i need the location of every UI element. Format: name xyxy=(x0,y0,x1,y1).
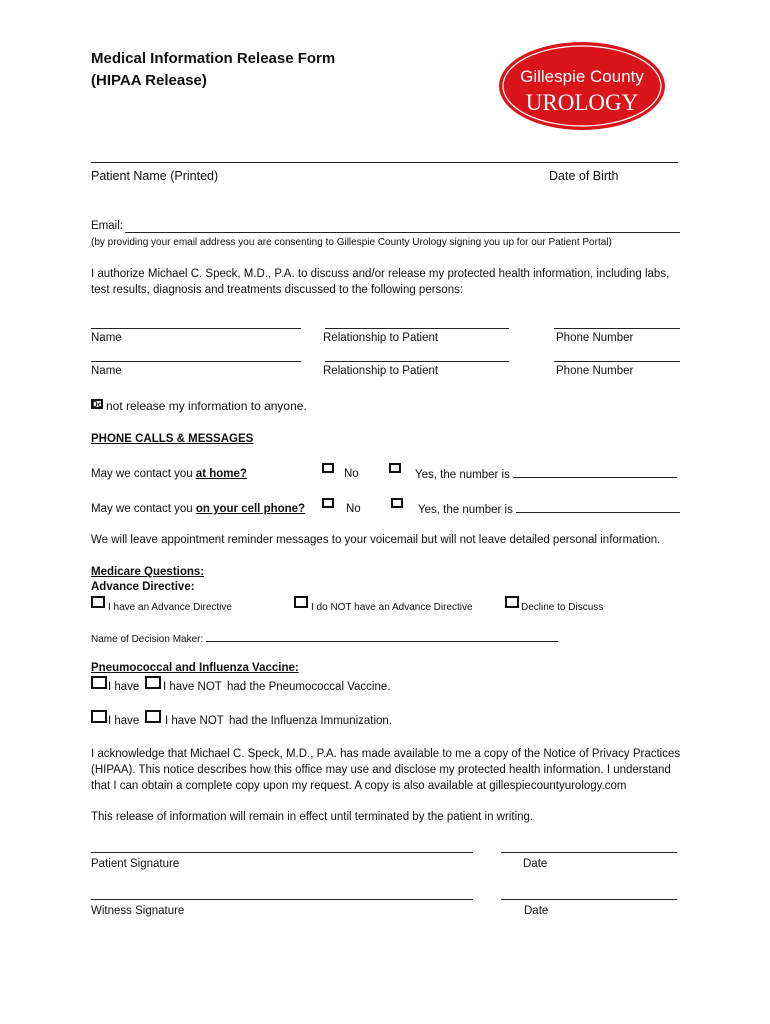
logo-line1: Gillespie County xyxy=(520,67,644,86)
email-line[interactable] xyxy=(125,232,680,233)
form-subtitle: (HIPAA Release) xyxy=(91,72,207,89)
pneumo-not-checkbox[interactable] xyxy=(145,676,161,689)
person2-phone-line[interactable] xyxy=(554,361,680,362)
home-yes-label: Yes, the number is xyxy=(415,468,677,481)
do-not-release-text: not release my information to anyone. xyxy=(106,399,307,413)
witness-date-line[interactable] xyxy=(501,899,677,900)
cell-yes-checkbox[interactable] xyxy=(391,498,403,508)
person1-phone-line[interactable] xyxy=(554,328,680,329)
advance-not-checkbox[interactable] xyxy=(294,596,308,608)
witness-signature-label: Witness Signature xyxy=(91,905,185,917)
email-note: (by providing your email address you are consenting to Gillespie County Urology signing you up for our Patient Portal) xyxy=(91,237,612,248)
dob-label: Date of Birth xyxy=(549,169,619,183)
person2-name-line[interactable] xyxy=(91,361,301,362)
vaccine-heading: Pneumococcal and Influenza Vaccine: xyxy=(91,662,299,674)
advance-have-label: I have an Advance Directive xyxy=(108,602,232,613)
decision-maker-label: Name of Decision Maker: xyxy=(91,632,558,645)
patient-date-label: Date xyxy=(523,858,548,870)
cell-no-label: No xyxy=(346,503,361,515)
pneumo-text: had the Pneumococcal Vaccine. xyxy=(227,681,391,693)
patient-signature-line[interactable] xyxy=(91,852,473,853)
advance-have-checkbox[interactable] xyxy=(91,596,105,608)
cell-question: May we contact you on your cell phone? xyxy=(91,503,306,515)
cell-yes-label: Yes, the number is xyxy=(418,503,680,516)
flu-have-checkbox[interactable] xyxy=(91,710,107,723)
logo-line2: UROLOGY xyxy=(525,90,639,115)
effect-note: This release of information will remain in effect until terminated by the patient in writing. xyxy=(91,811,534,823)
cell-no-checkbox[interactable] xyxy=(322,498,334,508)
person1-relationship-line[interactable] xyxy=(325,328,509,329)
advance-decline-checkbox[interactable] xyxy=(505,596,519,608)
advance-directive-heading: Advance Directive: xyxy=(91,581,195,593)
medicare-heading: Medicare Questions: xyxy=(91,566,205,578)
acknowledge-line1: I acknowledge that Michael C. Speck, M.D., P.A. has made available to me a copy of the Notice of Privacy Practices xyxy=(91,748,681,760)
flu-not-label: I have NOT xyxy=(165,715,224,727)
person1-name-label: Name xyxy=(91,332,122,344)
patient-name-label: Patient Name (Printed) xyxy=(91,169,219,183)
home-no-checkbox[interactable] xyxy=(322,463,334,473)
form-title: Medical Information Release Form xyxy=(91,50,336,67)
advance-decline-label: Decline to Discuss xyxy=(521,602,604,613)
flu-not-checkbox[interactable] xyxy=(145,710,161,723)
person2-name-label: Name xyxy=(91,365,122,377)
pneumo-not-label: I have NOT xyxy=(163,681,222,693)
phone-heading: PHONE CALLS & MESSAGES xyxy=(91,433,254,445)
person2-phone-label: Phone Number xyxy=(556,365,634,377)
authorize-line1: I authorize Michael C. Speck, M.D., P.A. to discuss and/or release my protected health information, including labs, xyxy=(91,268,670,280)
acknowledge-line3: that I can obtain a complete copy upon my request. A copy is also available at gillespiecountyurology.com xyxy=(91,780,627,792)
flu-have-label: I have xyxy=(108,715,140,727)
person1-relationship-label: Relationship to Patient xyxy=(323,332,439,344)
patient-date-line[interactable] xyxy=(501,852,677,853)
email-label: Email: xyxy=(91,220,123,232)
advance-not-label: I do NOT have an Advance Directive xyxy=(311,602,473,613)
patient-name-line[interactable] xyxy=(91,162,678,163)
authorize-line2: test results, diagnosis and treatments discussed to the following persons: xyxy=(91,284,464,296)
decision-maker-line[interactable] xyxy=(206,632,558,642)
do-not-release-overlay: Do xyxy=(92,400,103,409)
flu-text: had the Influenza Immunization. xyxy=(229,715,393,727)
person2-relationship-label: Relationship to Patient xyxy=(323,365,439,377)
patient-signature-label: Patient Signature xyxy=(91,858,180,870)
home-yes-checkbox[interactable] xyxy=(389,463,401,473)
person2-relationship-line[interactable] xyxy=(325,361,509,362)
gillespie-county-urology-logo xyxy=(497,40,667,132)
home-no-label: No xyxy=(344,468,359,480)
witness-signature-line[interactable] xyxy=(91,899,473,900)
acknowledge-line2: (HIPAA). This notice describes how this office may use and disclose my protected health information. I understand xyxy=(91,764,671,776)
pneumo-have-checkbox[interactable] xyxy=(91,676,107,689)
person1-name-line[interactable] xyxy=(91,328,301,329)
person1-phone-label: Phone Number xyxy=(556,332,634,344)
cell-number-line[interactable] xyxy=(516,503,680,513)
pneumo-have-label: I have xyxy=(108,681,140,693)
voicemail-note: We will leave appointment reminder messages to your voicemail but will not leave detailed personal information. xyxy=(91,534,661,546)
home-number-line[interactable] xyxy=(513,468,677,478)
home-question: May we contact you at home? xyxy=(91,468,247,480)
witness-date-label: Date xyxy=(524,905,549,917)
